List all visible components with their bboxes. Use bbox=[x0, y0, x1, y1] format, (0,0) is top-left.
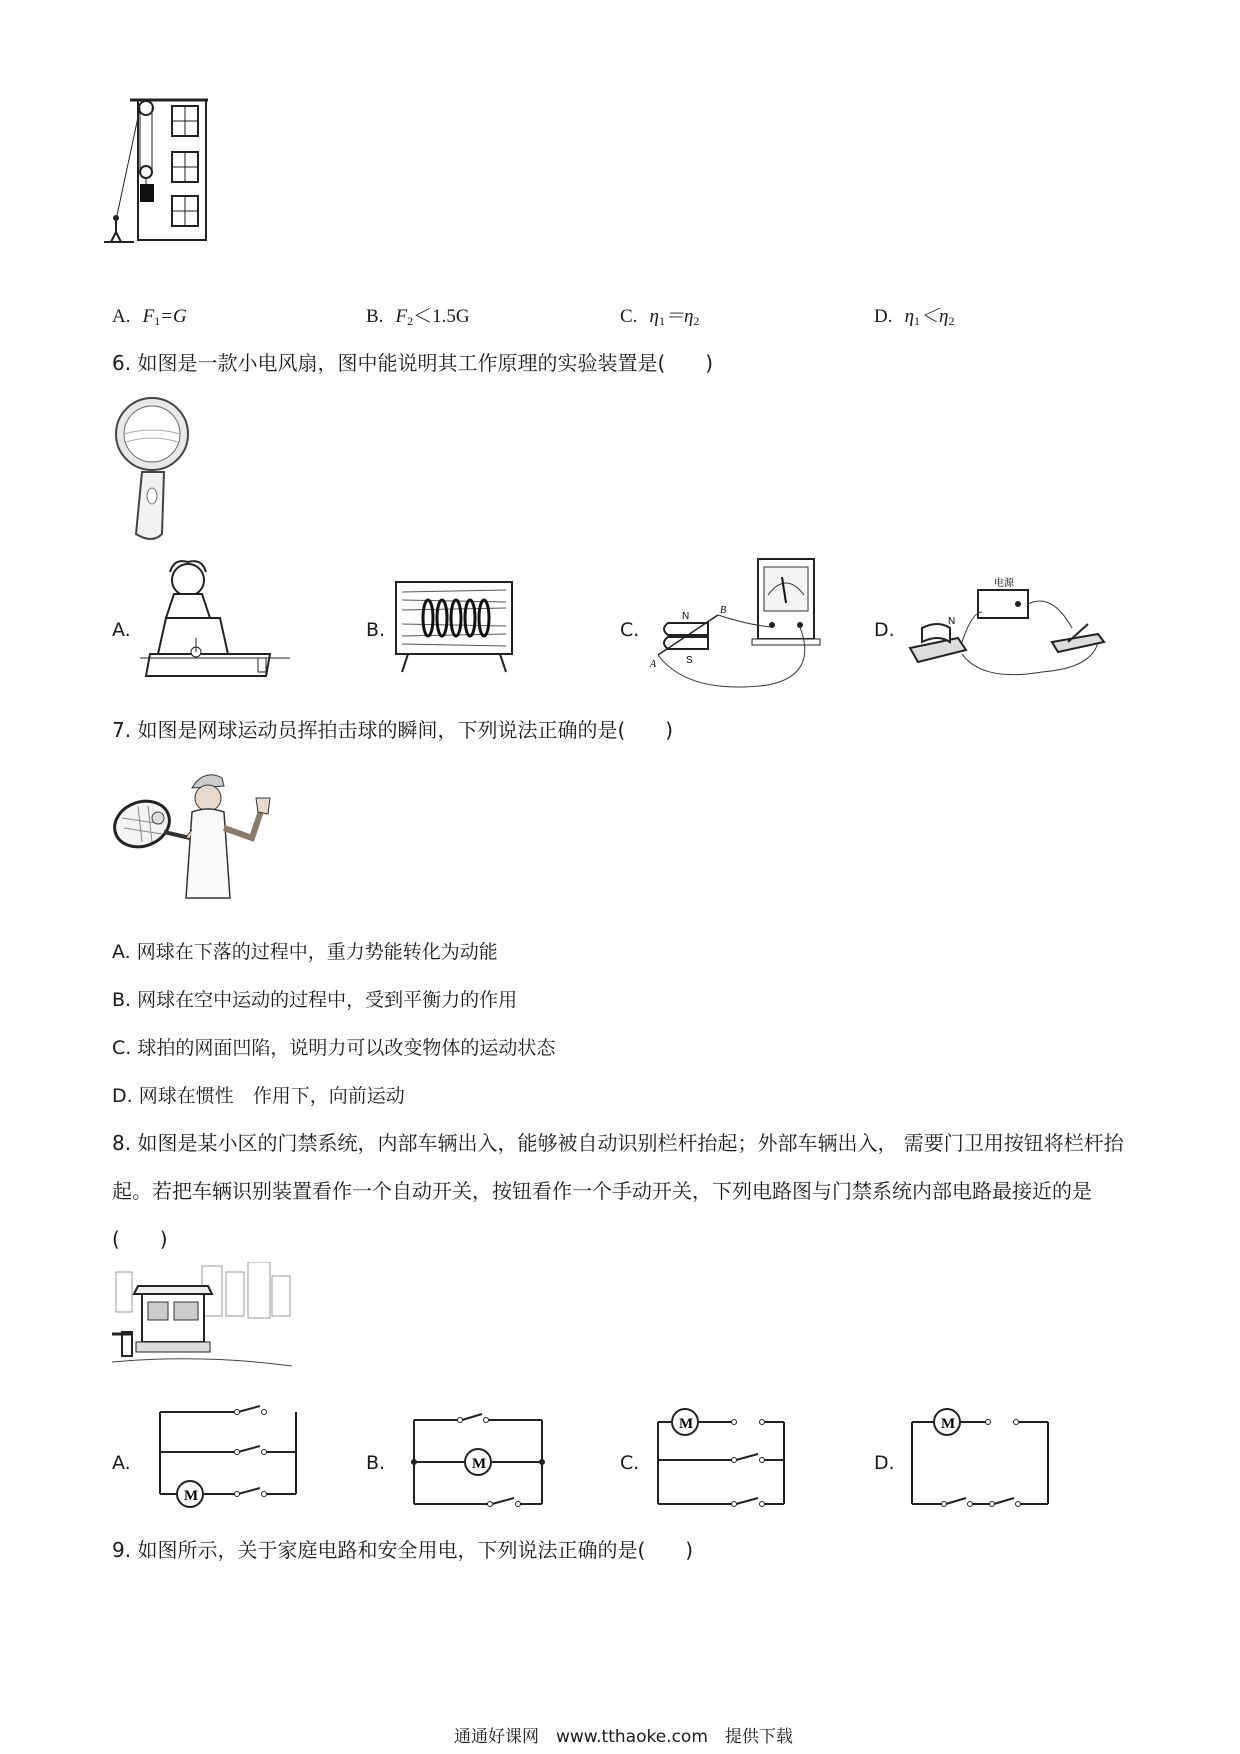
q5-figure-building-pulleys bbox=[100, 96, 220, 246]
motor-label-c: M bbox=[679, 1416, 694, 1432]
q5-option-b[interactable]: B. $F_2<1.5G$ bbox=[366, 306, 470, 328]
label-b: B bbox=[720, 605, 727, 616]
q7-option-b[interactable]: B. 网球在空中运动的过程中，受到平衡力的作用 bbox=[112, 989, 518, 1011]
q8-option-a[interactable]: A. bbox=[112, 1452, 131, 1474]
q8-stem: 8. 如图是某小区的门禁系统，内部车辆出入，能够被自动识别栏杆抬起；外部车辆出入， 需要门卫用按钮将栏杆抬起。若把车辆识别装置看作一个自动开关，按钮看作一个手动开关，下列电路图与门禁系统内部电路最接近的是( ) bbox=[112, 1131, 1124, 1251]
label-n-d: N bbox=[948, 616, 956, 627]
q6-figure-a-scientist bbox=[140, 558, 290, 693]
q6-stem: 6. 如图是一款小电风扇，图中能说明其工作原理的实验装置是( ) bbox=[112, 351, 714, 375]
q5-option-a[interactable]: A. $F_1=G$ bbox=[112, 306, 187, 328]
q8-circuit-a bbox=[156, 1404, 300, 1508]
q6-option-a[interactable]: A. bbox=[112, 619, 131, 641]
motor-label-d: M bbox=[941, 1416, 956, 1432]
label-power: 电源 bbox=[994, 578, 1014, 589]
q8-option-d[interactable]: D. bbox=[874, 1452, 895, 1474]
motor-label-b: M bbox=[472, 1456, 487, 1472]
q8-option-c[interactable]: C. bbox=[620, 1452, 640, 1474]
q6-figure-d-power bbox=[902, 572, 1112, 682]
q6-figure-b-coil bbox=[394, 580, 514, 675]
label-a: A bbox=[650, 659, 657, 670]
q6-fan-figure bbox=[112, 396, 192, 542]
q7-option-a[interactable]: A. 网球在下落的过程中，重力势能转化为动能 bbox=[112, 941, 498, 963]
q7-option-d[interactable]: D. 网球在惯性 作用下，向前运动 bbox=[112, 1085, 405, 1107]
q5-option-d[interactable]: D. $\eta_1<\eta_2$ bbox=[874, 306, 955, 328]
q5-option-c[interactable]: C. $\eta_1=\eta_2$ bbox=[620, 306, 700, 328]
q6-figure-c-galvanometer bbox=[648, 555, 828, 700]
q8-circuit-d bbox=[908, 1400, 1052, 1512]
motor-label-a: M bbox=[184, 1488, 199, 1504]
label-s: S bbox=[686, 655, 693, 666]
label-n: N bbox=[682, 611, 690, 622]
q8-figure-gate bbox=[112, 1262, 292, 1374]
q7-option-c[interactable]: C. 球拍的网面凹陷，说明力可以改变物体的运动状态 bbox=[112, 1037, 556, 1059]
q9-stem: 9. 如图所示，关于家庭电路和安全用电，下列说法正确的是( ) bbox=[112, 1538, 694, 1562]
q7-stem: 7. 如图是网球运动员挥拍击球的瞬间，下列说法正确的是( ) bbox=[112, 718, 674, 742]
page-footer: 通通好课网 www.tthaoke.com 提供下载 bbox=[454, 1727, 793, 1747]
q8-option-b[interactable]: B. bbox=[366, 1452, 386, 1474]
q7-figure-tennis bbox=[112, 768, 282, 900]
q6-option-b[interactable]: B. bbox=[366, 619, 386, 641]
q8-circuit-c bbox=[654, 1400, 788, 1512]
q6-option-c[interactable]: C. bbox=[620, 619, 640, 641]
q8-circuit-b bbox=[410, 1410, 546, 1510]
q6-option-d[interactable]: D. bbox=[874, 619, 895, 641]
